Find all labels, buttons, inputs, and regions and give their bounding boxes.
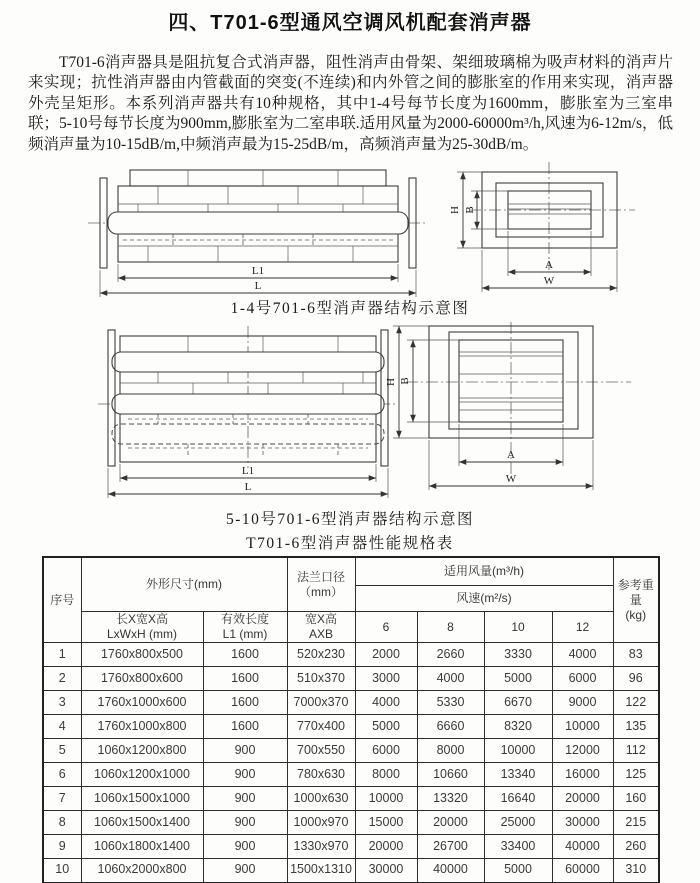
header-seq: 序号 (43, 557, 81, 643)
table-cell: 1600 (203, 643, 287, 667)
header-weight-line1: 参考重量 (617, 577, 654, 607)
spec-table (42, 556, 660, 883)
table-cell: 13320 (417, 787, 484, 811)
table-cell: 83 (613, 643, 659, 667)
dim-label-a: A (507, 449, 515, 461)
table-cell: 1 (43, 643, 81, 667)
header-eff-len-line2: L1 (mm) (222, 627, 268, 641)
table-cell: 135 (613, 715, 659, 739)
dim-label-l1: L1 (251, 265, 265, 277)
intro-paragraph: T701-6消声器具是阻抗复合式消声器，阻性消声由骨架、架细玻璃棉为吸声材料的消声片来实现；抗性消声器由内管截面的突变(不连续)和内外管之间的膨胀室的作用来实现，消声器外壳呈矩形。本系列消声器共有10种规格，其中1-4号每节长度为1600mm，膨胀室为三室串联；5-10号每节长度为900mm,膨胀室为二室串联.适用风量为2000-60000m³/h,风速为6-12m/s，低频消声量为10-15dB/m,中频消声最为15-25dB/m，高频消声量为25-30dB/m。 (28, 53, 673, 153)
table-cell: 6660 (417, 715, 484, 739)
table-cell: 900 (203, 811, 287, 835)
table-cell: 1330x970 (287, 835, 355, 859)
table-cell: 12000 (552, 739, 613, 763)
spec-table-header (43, 557, 659, 643)
silencer-5-10-cross-section-drawing (381, 322, 674, 506)
table-cell: 3000 (355, 667, 417, 691)
table-cell: 1500x1310 (287, 859, 355, 883)
table-cell: 1060x1800x1400 (81, 835, 203, 859)
table-cell: 1600 (203, 667, 287, 691)
header-airflow: 适用风量(m³/h) (355, 557, 613, 586)
header-weight-line2: (kg) (625, 607, 647, 622)
table-cell: 1060x1500x1000 (81, 787, 203, 811)
header-lwh-line2: LxWxH (mm) (107, 627, 177, 641)
table-cell: 1600 (203, 691, 287, 715)
silencer-1-4-side-view-drawing (88, 160, 428, 298)
table-cell: 9 (43, 835, 81, 859)
table-cell: 6000 (552, 667, 613, 691)
table-cell: 10000 (552, 715, 613, 739)
table-cell: 96 (613, 667, 659, 691)
table-cell: 1760x800x500 (81, 643, 203, 667)
table-cell: 1060x2000x800 (81, 859, 203, 883)
table-cell: 6000 (355, 739, 417, 763)
table-cell: 1760x1000x600 (81, 691, 203, 715)
dim-label-w: W (505, 473, 517, 485)
diagram-structure-5-10 (98, 322, 676, 506)
table-row (43, 691, 659, 715)
table-cell: 4 (43, 715, 81, 739)
table-cell: 60000 (552, 859, 613, 883)
header-flange-wh (287, 612, 355, 643)
table-row (43, 859, 659, 883)
table-cell: 700x550 (287, 739, 355, 763)
table-cell: 16640 (484, 787, 552, 811)
dim-label-h: H (385, 378, 397, 386)
header-wind-speed: 风速(m²/s) (355, 586, 613, 612)
table-cell: 5000 (484, 667, 552, 691)
table-cell: 40000 (552, 835, 613, 859)
table-cell: 1760x800x600 (81, 667, 203, 691)
table-cell: 20000 (417, 811, 484, 835)
table-cell: 33400 (484, 835, 552, 859)
table-row (43, 643, 659, 667)
header-speed-8: 8 (417, 612, 484, 643)
table-row (43, 835, 659, 859)
table-cell: 780x630 (287, 763, 355, 787)
table-cell: 1060x1200x800 (81, 739, 203, 763)
table-row (43, 739, 659, 763)
header-outer-dims: 外形尺寸(mm) (81, 557, 287, 612)
header-flange-line2: （mm） (299, 584, 343, 599)
table-cell: 2 (43, 667, 81, 691)
header-speed-10: 10 (484, 612, 552, 643)
table-cell: 6 (43, 763, 81, 787)
table-cell: 16000 (552, 763, 613, 787)
table-cell: 8000 (417, 739, 484, 763)
silencer-5-10-side-view-drawing (98, 326, 398, 506)
header-flange-line1: 法兰口径 (296, 569, 345, 584)
table-row (43, 715, 659, 739)
table-cell: 9000 (552, 691, 613, 715)
header-lwh-line1: 长X宽X高 (115, 612, 168, 626)
table-cell: 900 (203, 835, 287, 859)
table-cell: 26700 (417, 835, 484, 859)
table-cell: 1000x630 (287, 787, 355, 811)
dim-label-h: H (449, 206, 461, 214)
table-cell: 1760x1000x800 (81, 715, 203, 739)
table-cell: 20000 (552, 787, 613, 811)
table-row (43, 787, 659, 811)
diagram-5-10-caption: 5-10号701-6型消声器结构示意图 (225, 511, 475, 528)
dimensions (449, 172, 617, 292)
table-cell: 900 (203, 763, 287, 787)
table-cell: 8320 (484, 715, 552, 739)
header-speed-6: 6 (355, 612, 417, 643)
table-cell: 4000 (417, 667, 484, 691)
dim-label-b: B (399, 377, 411, 385)
header-eff-len (203, 612, 287, 643)
table-cell: 160 (613, 787, 659, 811)
table-cell: 8 (43, 811, 81, 835)
table-cell: 310 (613, 859, 659, 883)
header-flange (287, 557, 355, 612)
dimensions (108, 464, 388, 498)
table-cell: 112 (613, 739, 659, 763)
dimensions (100, 264, 416, 297)
table-cell: 900 (203, 739, 287, 763)
table-cell: 900 (203, 859, 287, 883)
table-cell: 5330 (417, 691, 484, 715)
table-cell: 20000 (355, 835, 417, 859)
table-cell: 900 (203, 787, 287, 811)
dim-label-l1: L1 (241, 465, 255, 477)
table-cell: 10 (43, 859, 81, 883)
table-cell: 10000 (355, 787, 417, 811)
table-cell: 1060x1200x1000 (81, 763, 203, 787)
dim-label-l: L (254, 280, 262, 292)
table-row (43, 811, 659, 835)
header-flange-wh-line1: 宽X高 (304, 612, 337, 626)
table-cell: 15000 (355, 811, 417, 835)
table-cell: 3 (43, 691, 81, 715)
table-row (43, 763, 659, 787)
table-cell: 25000 (484, 811, 552, 835)
inner-duct (108, 212, 408, 246)
table-cell: 260 (613, 835, 659, 859)
table-cell: 5000 (484, 859, 552, 883)
dim-label-b: B (464, 206, 476, 214)
table-cell: 13340 (484, 763, 552, 787)
table-cell: 30000 (552, 811, 613, 835)
table-cell: 7000x370 (287, 691, 355, 715)
centerlines (469, 162, 635, 270)
header-flange-wh-line2: AXB (308, 627, 333, 641)
table-cell: 40000 (417, 859, 484, 883)
table-cell: 4000 (552, 643, 613, 667)
table-cell: 7 (43, 787, 81, 811)
table-cell: 6670 (484, 691, 552, 715)
table-cell: 4000 (355, 691, 417, 715)
header-speed-12: 12 (552, 612, 613, 643)
table-cell: 3330 (484, 643, 552, 667)
table-cell: 125 (613, 763, 659, 787)
dim-label-w: W (543, 275, 555, 287)
diagram-1-4-caption: 1-4号701-6型消声器结构示意图 (230, 300, 470, 317)
header-lwh (81, 612, 203, 643)
table-cell: 10000 (484, 739, 552, 763)
table-cell: 10660 (417, 763, 484, 787)
table-cell: 510x370 (287, 667, 355, 691)
table-cell: 1600 (203, 715, 287, 739)
spec-table-body (43, 643, 659, 883)
table-cell: 122 (613, 691, 659, 715)
page-title: 四、T701-6型通风空调风机配套消声器 (168, 12, 532, 34)
table-cell: 1000x970 (287, 811, 355, 835)
header-eff-len-line1: 有效长度 (220, 612, 269, 626)
silencer-1-4-cross-section-drawing (427, 160, 672, 298)
table-cell: 30000 (355, 859, 417, 883)
table-cell: 5000 (355, 715, 417, 739)
table-cell: 1060x1500x1400 (81, 811, 203, 835)
table-title: T701-6型消声器性能规格表 (246, 535, 454, 552)
dimensions (385, 326, 593, 490)
table-cell: 770x400 (287, 715, 355, 739)
table-cell: 8000 (355, 763, 417, 787)
dim-label-a: A (545, 259, 553, 271)
table-cell: 520x230 (287, 643, 355, 667)
table-cell: 2000 (355, 643, 417, 667)
dim-label-l: L (244, 481, 252, 493)
table-cell: 215 (613, 811, 659, 835)
diagram-structure-1-4 (88, 160, 672, 298)
table-cell: 2660 (417, 643, 484, 667)
header-weight (613, 557, 659, 643)
table-cell: 5 (43, 739, 81, 763)
table-row (43, 667, 659, 691)
